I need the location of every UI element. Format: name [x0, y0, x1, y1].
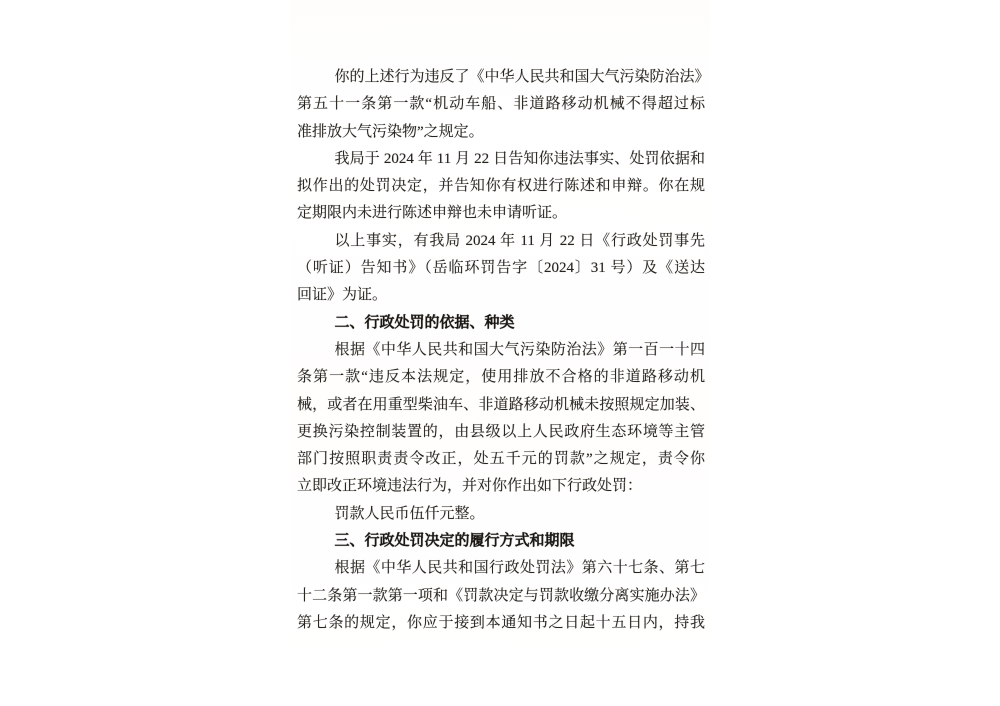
- document-text-line: 械，或者在用重型柴油车、非道路移动机械未按照规定加装、: [297, 396, 705, 413]
- document-text-line: 第七条的规定，你应于接到本通知书之日起十五日内，持我: [297, 614, 705, 631]
- document-text-line: 立即改正环境违法行为，并对你作出如下行政处罚：: [297, 478, 643, 495]
- document-text-line: 根据《中华人民共和国行政处罚法》第六十七条、第七: [334, 560, 705, 577]
- document-text-line: 拟作出的处罚决定，并告知你有权进行陈述和申辩。你在规: [297, 178, 705, 195]
- section-heading: 三、行政处罚决定的履行方式和期限: [334, 533, 575, 550]
- document-text-line: 根据《中华人民共和国大气污染防治法》第一百一十四: [334, 341, 705, 358]
- document-text-line: 回证》为证。: [297, 287, 388, 304]
- document-text-line: 第五十一条第一款“机动车船、非道路移动机械不得超过标: [297, 96, 705, 113]
- document-text-line: （听证）告知书》（岳临环罚告字〔2024〕31 号）及《送达: [297, 260, 705, 277]
- document-text-line: 我局于 2024 年 11 月 22 日告知你违法事实、处罚依据和: [334, 150, 705, 167]
- section-heading: 二、行政处罚的依据、种类: [334, 314, 515, 331]
- document-text-line: 部门按照职责责令改正，处五千元的罚款”之规定，责令你: [297, 451, 705, 468]
- document-text-line: 十二条第一款第一项和《罚款决定与罚款收缴分离实施办法》: [297, 587, 705, 604]
- document-text-line: 定期限内未进行陈述申辩也未申请听证。: [297, 205, 568, 222]
- document-page: [297, 64, 710, 637]
- document-text-line: 以上事实，有我局 2024 年 11 月 22 日《行政处罚事先: [334, 232, 705, 249]
- document-text-line: 你的上述行为违反了《中华人民共和国大气污染防治法》: [334, 69, 710, 85]
- document-text-line: 条第一款“违反本法规定，使用排放不合格的非道路移动机: [297, 369, 705, 386]
- document-text-line: 罚款人民币伍仟元整。: [334, 505, 485, 522]
- document-text-line: 准排放大气污染物”之规定。: [297, 123, 484, 140]
- document-text-line: 更换污染控制装置的，由县级以上人民政府生态环境等主管: [297, 423, 705, 440]
